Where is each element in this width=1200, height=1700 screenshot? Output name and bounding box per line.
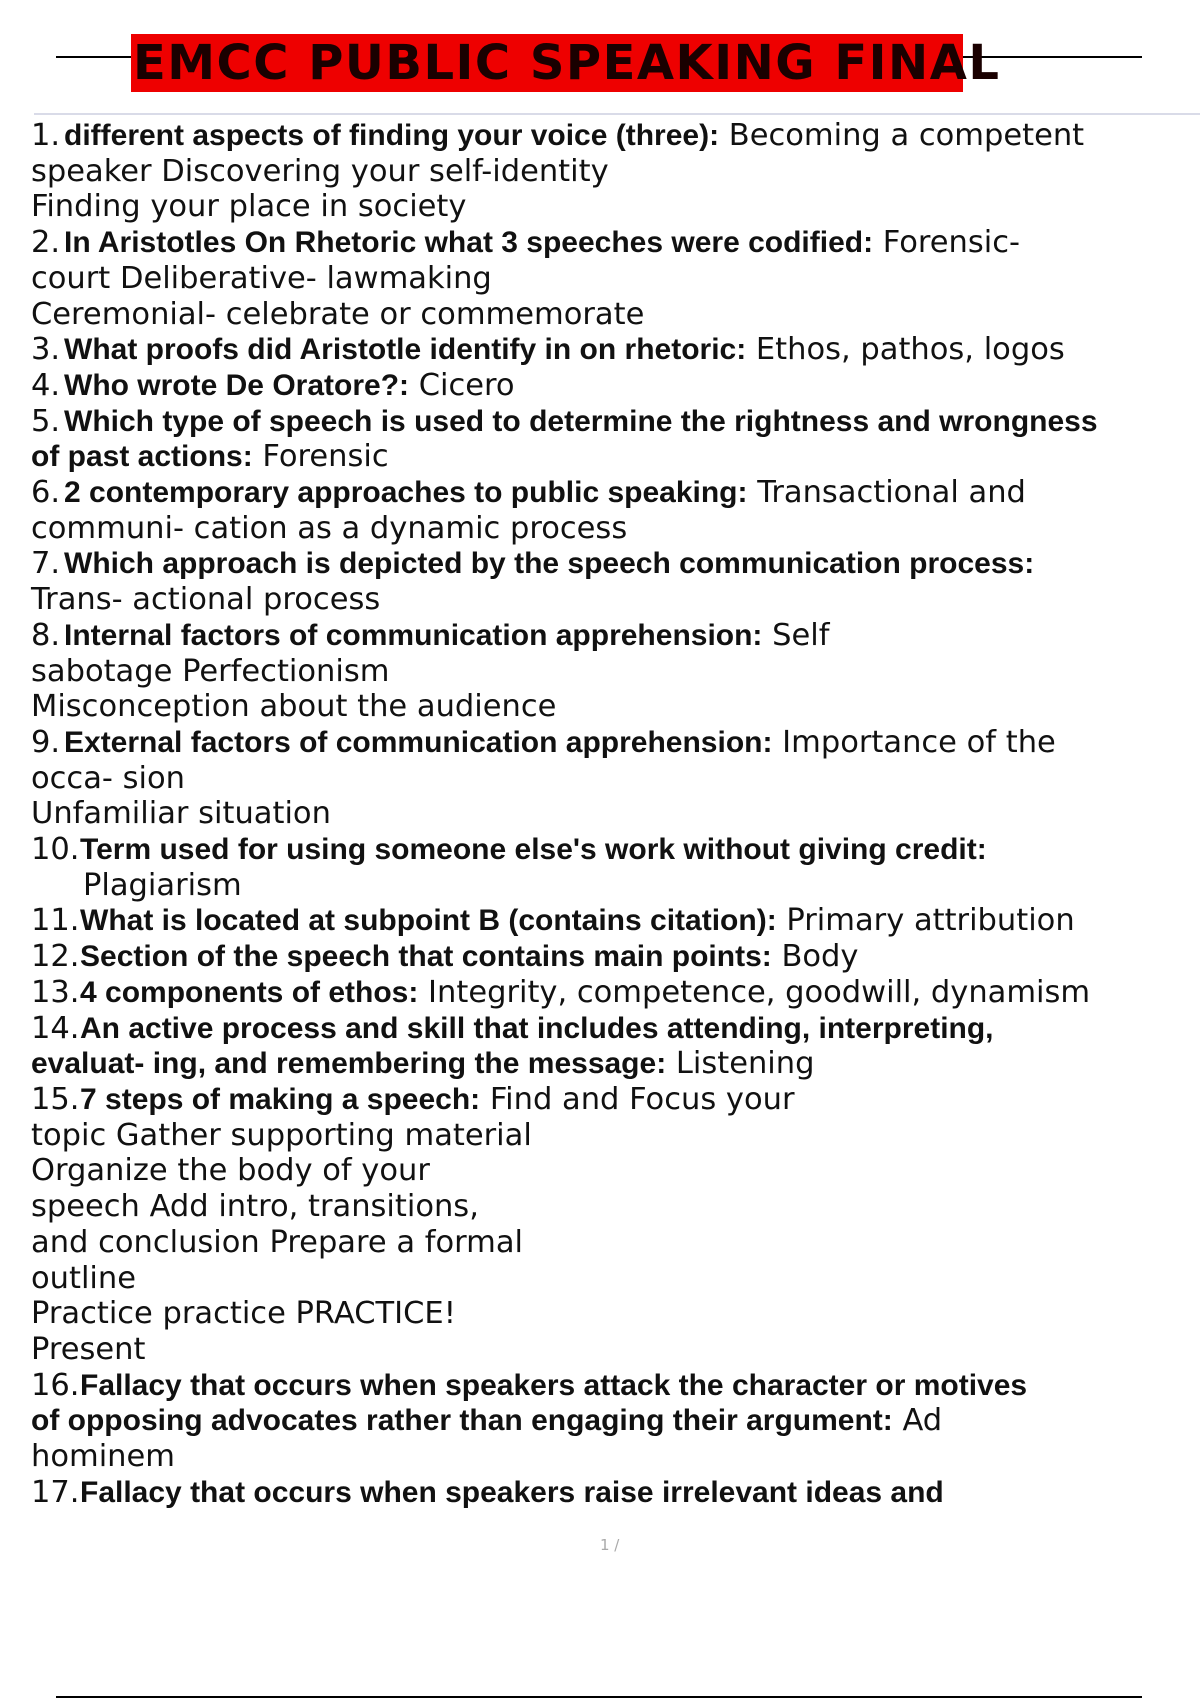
question-text: What proofs did Aristotle identify in on rhetoric: — [64, 333, 747, 367]
item-number: 2. — [31, 225, 61, 261]
question-text: In Aristotles On Rhetoric what 3 speeches were codified: — [64, 226, 874, 260]
answer-text: Trans- actional process — [31, 582, 381, 618]
list-item — [31, 225, 1181, 332]
answer-text: Forensic- — [873, 225, 1021, 261]
answer-text: Integrity, competence, goodwill, dynamism — [418, 974, 1091, 1010]
question-text: 2 contemporary approaches to public speaking: — [64, 476, 748, 510]
list-item — [31, 975, 1181, 1011]
list-item — [31, 939, 1181, 975]
answer-text: Transactional and — [747, 475, 1026, 511]
item-number: 9. — [31, 724, 61, 760]
answer-text: Becoming a competent — [719, 118, 1085, 153]
list-item — [31, 475, 1181, 546]
item-number: 7. — [31, 546, 61, 582]
answer-text: Practice practice PRACTICE! — [31, 1296, 456, 1332]
question-text: Which type of speech is used to determine the rightness and wrongness — [64, 404, 1098, 438]
list-item — [31, 725, 1181, 832]
item-number: 16. — [31, 1367, 80, 1403]
answer-text: Self — [762, 617, 830, 653]
answer-text: Present — [31, 1331, 146, 1367]
item-number: 15. — [31, 1081, 80, 1117]
list-item — [31, 1368, 1181, 1475]
question-text: Section of the speech that contains main points: — [80, 940, 772, 974]
item-number: 10. — [31, 832, 80, 868]
answer-text: Importance of the — [772, 724, 1056, 760]
question-text: Who wrote De Oratore?: — [64, 368, 410, 402]
question-text: of past actions: — [31, 440, 253, 474]
header-divider — [34, 113, 1200, 115]
answer-text: Plagiarism — [83, 867, 242, 903]
question-text: External factors of communication apprehension: — [64, 725, 773, 759]
answer-text: speech Add intro, transitions, — [31, 1189, 479, 1225]
item-number: 11. — [31, 903, 80, 939]
item-number: 1. — [31, 118, 61, 153]
list-item — [31, 618, 1181, 725]
question-text: 4 components of ethos: — [80, 975, 419, 1009]
question-text: An active process and skill that includes attending, interpreting, — [80, 1011, 994, 1045]
answer-text: Ad — [892, 1403, 943, 1439]
answer-text: occa- sion — [31, 760, 185, 796]
list-item — [31, 1011, 1181, 1082]
question-list — [31, 118, 1181, 1510]
list-item — [31, 368, 1181, 404]
question-text: 7 steps of making a speech: — [80, 1082, 481, 1116]
question-text: of opposing advocates rather than engaging their argument: — [31, 1404, 893, 1438]
answer-text: hominem — [31, 1439, 175, 1475]
item-number: 12. — [31, 939, 80, 975]
list-item — [31, 332, 1181, 368]
list-item — [31, 1475, 1181, 1511]
answer-text: topic Gather supporting material — [31, 1117, 532, 1153]
question-text: different aspects of finding your voice (three): — [64, 119, 720, 152]
answer-text: and conclusion Prepare a formal — [31, 1224, 523, 1260]
item-number: 5. — [31, 403, 61, 439]
answer-text: Cicero — [409, 367, 515, 403]
question-text: Which approach is depicted by the speech communication process: — [64, 547, 1035, 581]
list-item — [31, 118, 1181, 225]
answer-text: Ceremonial- celebrate or commemorate — [31, 296, 645, 332]
item-number: 13. — [31, 974, 80, 1010]
page-number: 1 / — [600, 1536, 620, 1554]
answer-text: sabotage Perfectionism — [31, 653, 390, 689]
list-item — [31, 404, 1181, 475]
item-number: 8. — [31, 617, 61, 653]
question-text: What is located at subpoint B (contains citation): — [80, 904, 777, 938]
item-number: 6. — [31, 475, 61, 511]
answer-text: Organize the body of your — [31, 1153, 430, 1189]
question-text: Fallacy that occurs when speakers attack the character or motives — [80, 1368, 1028, 1402]
list-item — [31, 832, 1181, 903]
page-title: EMCC PUBLIC SPEAKING FINAL — [133, 35, 1001, 91]
answer-text: Unfamiliar situation — [31, 796, 331, 832]
footer-rule — [56, 1696, 1142, 1698]
answer-text: Listening — [666, 1046, 815, 1082]
list-item — [31, 546, 1181, 617]
answer-text: communi- cation as a dynamic process — [31, 510, 628, 546]
item-number: 14. — [31, 1010, 80, 1046]
answer-text: Ethos, pathos, logos — [746, 332, 1065, 368]
answer-text: Finding your place in society — [31, 189, 467, 225]
question-text: Fallacy that occurs when speakers raise irrelevant ideas and — [80, 1475, 944, 1509]
answer-text: Misconception about the audience — [31, 689, 557, 725]
answer-text: speaker Discovering your self-identity — [31, 153, 609, 189]
question-text: Term used for using someone else's work without giving credit: — [80, 833, 987, 867]
item-number: 3. — [31, 332, 61, 368]
answer-text: outline — [31, 1260, 136, 1296]
answer-text: court Deliberative- lawmaking — [31, 260, 492, 296]
title-highlight — [131, 34, 1001, 92]
item-number: 4. — [31, 367, 61, 403]
answer-text: Body — [771, 939, 859, 975]
question-text: evaluat- ing, and remembering the message: — [31, 1047, 667, 1081]
list-item — [31, 903, 1181, 939]
answer-text: Find and Focus your — [480, 1081, 795, 1117]
list-item — [31, 1082, 1181, 1368]
answer-text: Forensic — [252, 439, 389, 475]
answer-text: Primary attribution — [776, 903, 1075, 939]
question-text: Internal factors of communication apprehension: — [64, 618, 763, 652]
item-number: 17. — [31, 1474, 80, 1510]
